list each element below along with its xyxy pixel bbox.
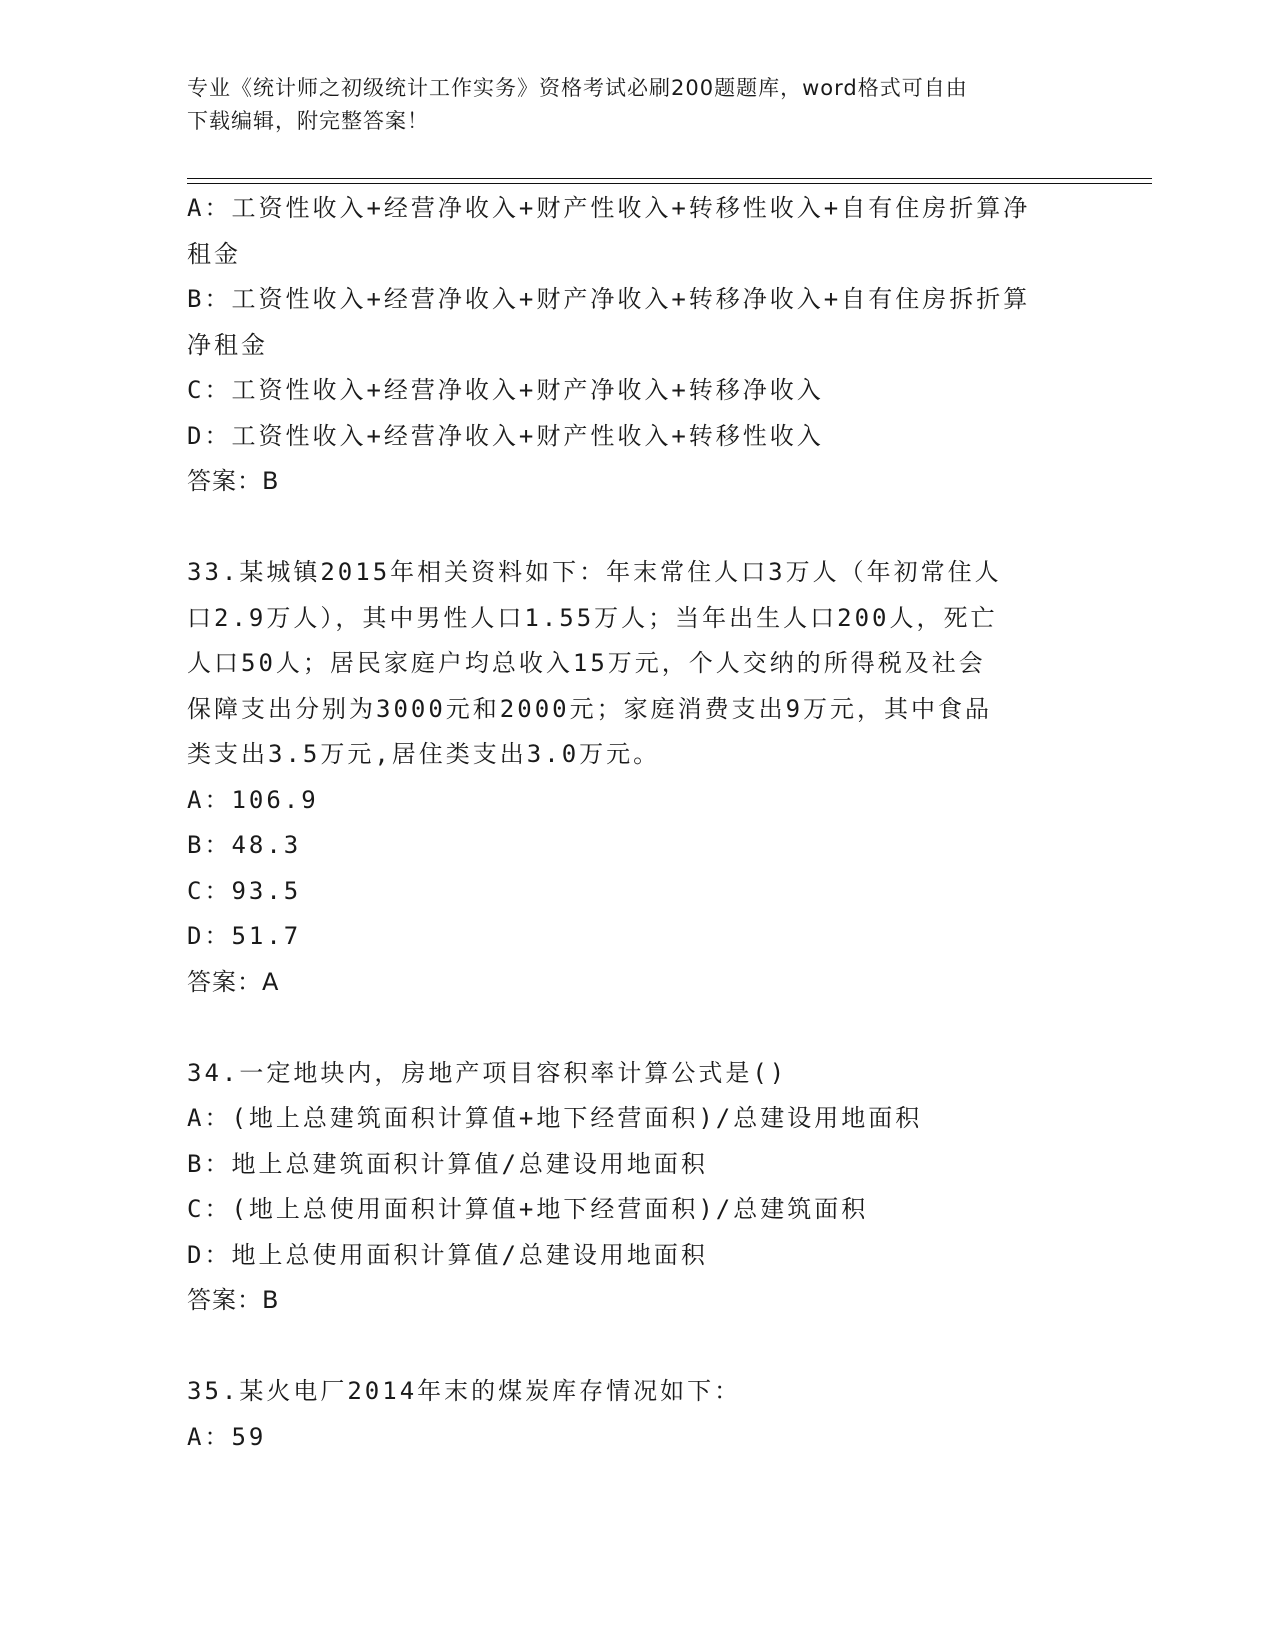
header-line-1: 专业《统计师之初级统计工作实务》资格考试必刷200题题库，word格式可自由 [187, 76, 968, 100]
option-d: D：51.7 [187, 922, 302, 950]
question-32-options [187, 186, 1067, 505]
spacer [187, 1324, 1067, 1370]
option-c: C：(地上总使用面积计算值+地下经营面积)/总建筑面积 [187, 1195, 869, 1223]
option-a: A：59 [187, 1422, 267, 1451]
option-a: A：(地上总建筑面积计算值+地下经营面积)/总建设用地面积 [187, 1104, 923, 1132]
option-b: B：48.3 [187, 831, 302, 859]
answer: 答案：A [187, 967, 280, 996]
question-content [187, 186, 1067, 1460]
question-35 [187, 1369, 1067, 1460]
question-stem-line: 口2.9万人），其中男性人口1.55万人；当年出生人口200人，死亡 [187, 603, 998, 632]
header-divider-bottom [187, 183, 1152, 184]
answer: 答案：B [187, 467, 280, 495]
option-d: D：地上总使用面积计算值/总建设用地面积 [187, 1240, 708, 1269]
question-stem-line: 33.某城镇2015年相关资料如下：年末常住人口3万人（年初常住人 [187, 558, 1002, 586]
answer: 答案：B [187, 1286, 280, 1314]
spacer [187, 505, 1067, 551]
option-b: B：地上总建筑面积计算值/总建设用地面积 [187, 1149, 708, 1178]
question-34 [187, 1051, 1067, 1324]
option-d: D：工资性收入+经营净收入+财产性收入+转移性收入 [187, 421, 824, 450]
header-line-2: 下载编辑，附完整答案！ [187, 109, 429, 133]
option-b-line-2: 净租金 [187, 330, 268, 359]
option-a-line-1: A：工资性收入+经营净收入+财产性收入+转移性收入+自有住房折算净 [187, 194, 1031, 222]
question-33 [187, 550, 1067, 1005]
option-c: C：93.5 [187, 876, 302, 905]
option-b-line-1: B：工资性收入+经营净收入+财产净收入+转移净收入+自有住房拆折算 [187, 285, 1031, 313]
page-header [187, 72, 1087, 138]
spacer [187, 1005, 1067, 1051]
question-stem-line: 保障支出分别为3000元和2000元；家庭消费支出9万元，其中食品 [187, 694, 993, 723]
question-stem: 34.一定地块内，房地产项目容积率计算公式是() [187, 1058, 788, 1087]
option-a: A：106.9 [187, 785, 319, 814]
option-c: C：工资性收入+经营净收入+财产净收入+转移净收入 [187, 376, 824, 404]
question-stem-line: 人口50人；居民家庭户均总收入15万元，个人交纳的所得税及社会 [187, 649, 986, 677]
question-stem: 35.某火电厂2014年末的煤炭库存情况如下： [187, 1377, 742, 1405]
option-a-line-2: 租金 [187, 239, 241, 268]
header-divider-top [187, 178, 1152, 179]
question-stem-line: 类支出3.5万元,居住类支出3.0万元。 [187, 740, 661, 768]
